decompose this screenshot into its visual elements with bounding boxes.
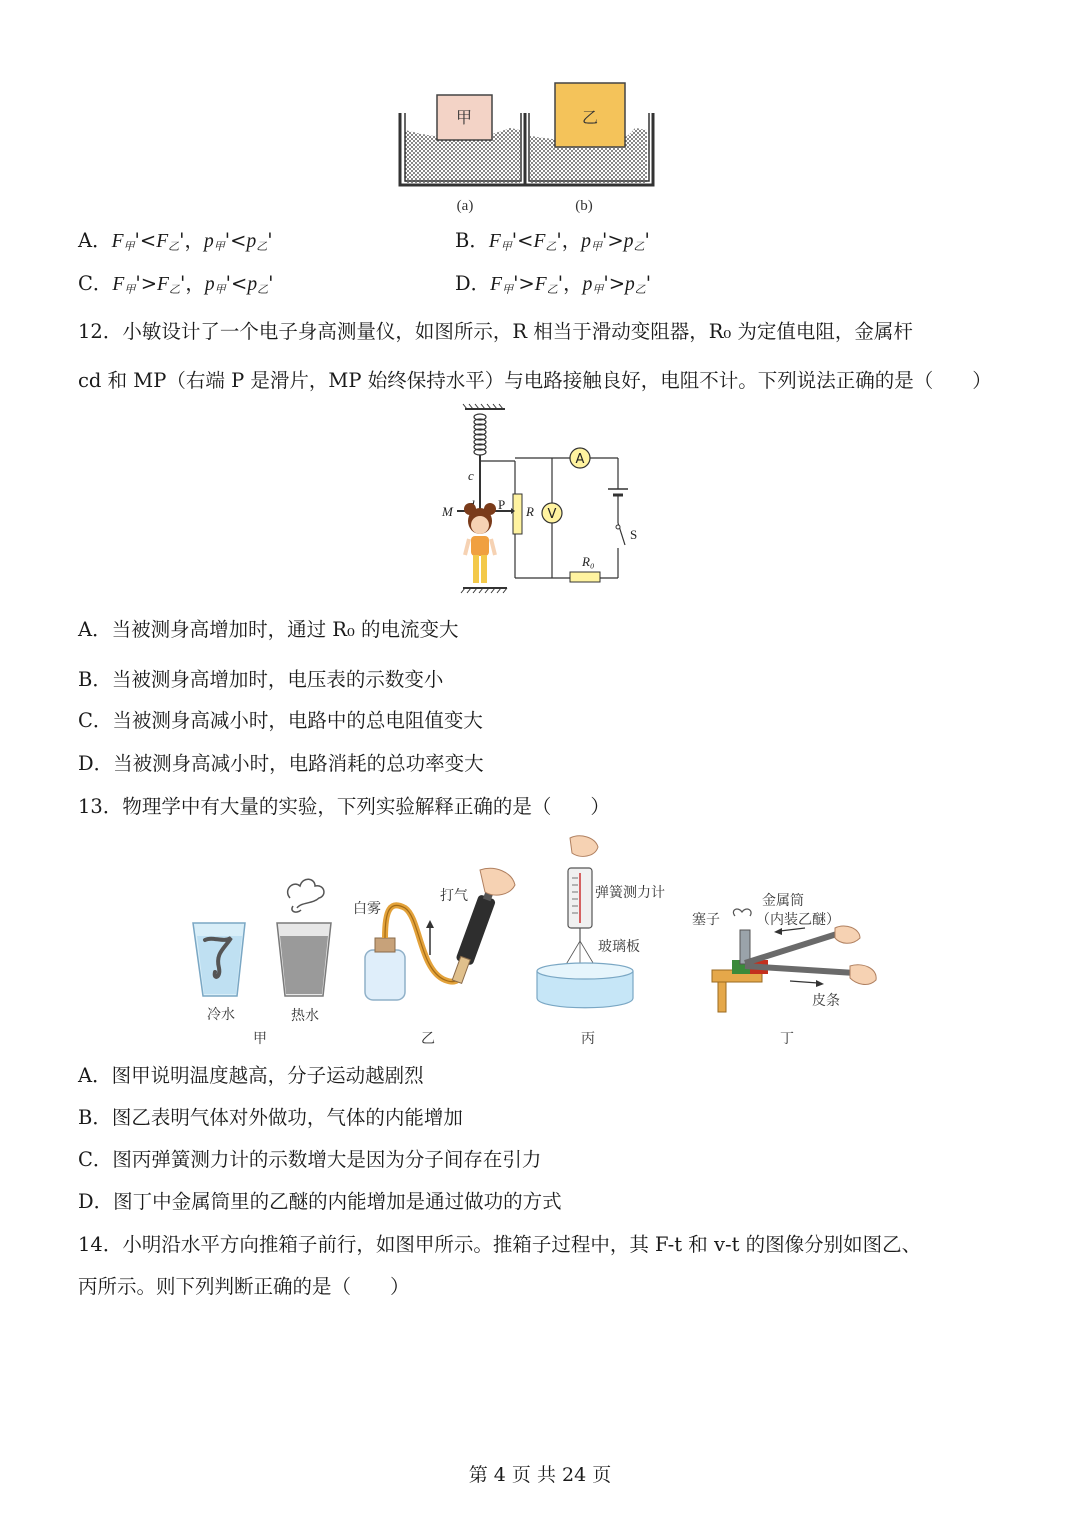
label-p: P (498, 497, 506, 512)
voltmeter-label: V (547, 507, 557, 522)
q13-option-b: B．图乙表明气体对外做功，气体的内能增加 (78, 1106, 463, 1129)
caption-ding: 丁 (780, 1031, 794, 1047)
figure-bing-spring-scale (530, 833, 690, 1048)
figure-jia-diffusion (185, 868, 345, 1048)
label-spring-scale: 弹簧测力计 (595, 885, 665, 901)
q12-stem-line1: 12．小敏设计了一个电子身高测量仪，如图所示，R 相当于滑动变阻器，R₀ 为定值电阻，金属杆 (78, 320, 913, 343)
q11-option-a: A．$F_甲'<F_乙'$，$p_甲'<p_乙'$ (78, 229, 273, 253)
label-tube-note: （内装乙醚） (756, 912, 840, 928)
q12-option-c: C．当被测身高减小时，电路中的总电阻值变大 (78, 709, 483, 732)
figure-yi-pump (350, 860, 525, 1050)
label-m: M (442, 504, 453, 519)
figure-ding-metal-tube (690, 888, 895, 1048)
label-strap: 皮条 (812, 993, 840, 1009)
figure-floating-blocks (395, 78, 660, 218)
r-label: R (526, 504, 534, 519)
spring (474, 414, 486, 455)
label-hot-water: 热水 (291, 1008, 319, 1024)
caption-bing: 丙 (581, 1031, 595, 1047)
label-cold-water: 冷水 (207, 1007, 235, 1023)
girl-figure (464, 503, 496, 583)
caption-jia: 甲 (253, 1031, 267, 1047)
switch-label: S (630, 527, 638, 542)
caption-a: (a) (456, 198, 474, 214)
block-yi-label: 乙 (581, 108, 599, 127)
page-footer: 第 4 页 共 24 页 (468, 1464, 612, 1486)
label-pump: 打气 (440, 888, 468, 904)
q11-option-b: B．$F_甲'<F_乙'$，$p_甲'>p_乙'$ (455, 229, 650, 253)
ammeter-label: A (575, 452, 585, 467)
q14-stem-line1: 14．小明沿水平方向推箱子前行，如图甲所示。推箱子过程中，其 F-t 和 v-t 的图像分别如图乙、 (78, 1233, 922, 1256)
label-mist: 白雾 (353, 901, 381, 917)
label-metal-tube: 金属筒 (762, 893, 804, 909)
block-jia-label: 甲 (455, 108, 473, 127)
q14-stem-line2: 丙所示。则下列判断正确的是（ ） (78, 1275, 410, 1298)
q11-option-d: D．$F_甲'>F_乙'$，$p_甲'>p_乙'$ (455, 272, 652, 296)
caption-b: (b) (575, 198, 593, 214)
q12-option-b: B．当被测身高增加时，电压表的示数变小 (78, 668, 444, 691)
rheostat-r (513, 494, 522, 534)
q13-option-d: D．图丁中金属筒里的乙醚的内能增加是通过做功的方式 (78, 1190, 562, 1213)
q13-option-c: C．图丙弹簧测力计的示数增大是因为分子间存在引力 (78, 1148, 542, 1171)
label-plug: 塞子 (692, 912, 720, 928)
q12-option-a: A．当被测身高增加时，通过 R₀ 的电流变大 (78, 618, 459, 641)
figure-height-meter-circuit (435, 403, 645, 595)
resistor-r0 (570, 572, 600, 582)
q12-stem-line2: cd 和 MP（右端 P 是滑片，MP 始终保持水平）与电路接触良好，电阻不计。下列说法正确的是（ ） (78, 369, 992, 392)
label-c: c (468, 468, 474, 483)
label-glass-plate: 玻璃板 (598, 939, 640, 955)
q13-stem: 13．物理学中有大量的实验，下列实验解释正确的是（ ） (78, 795, 610, 818)
q12-option-d: D．当被测身高减小时，电路消耗的总功率变大 (78, 752, 484, 775)
r0-label: R₀ (582, 554, 595, 569)
q11-option-c: C．$F_甲'>F_乙'$，$p_甲'<p_乙'$ (78, 272, 274, 296)
q13-option-a: A．图甲说明温度越高，分子运动越剧烈 (78, 1064, 424, 1087)
caption-yi: 乙 (421, 1031, 435, 1047)
